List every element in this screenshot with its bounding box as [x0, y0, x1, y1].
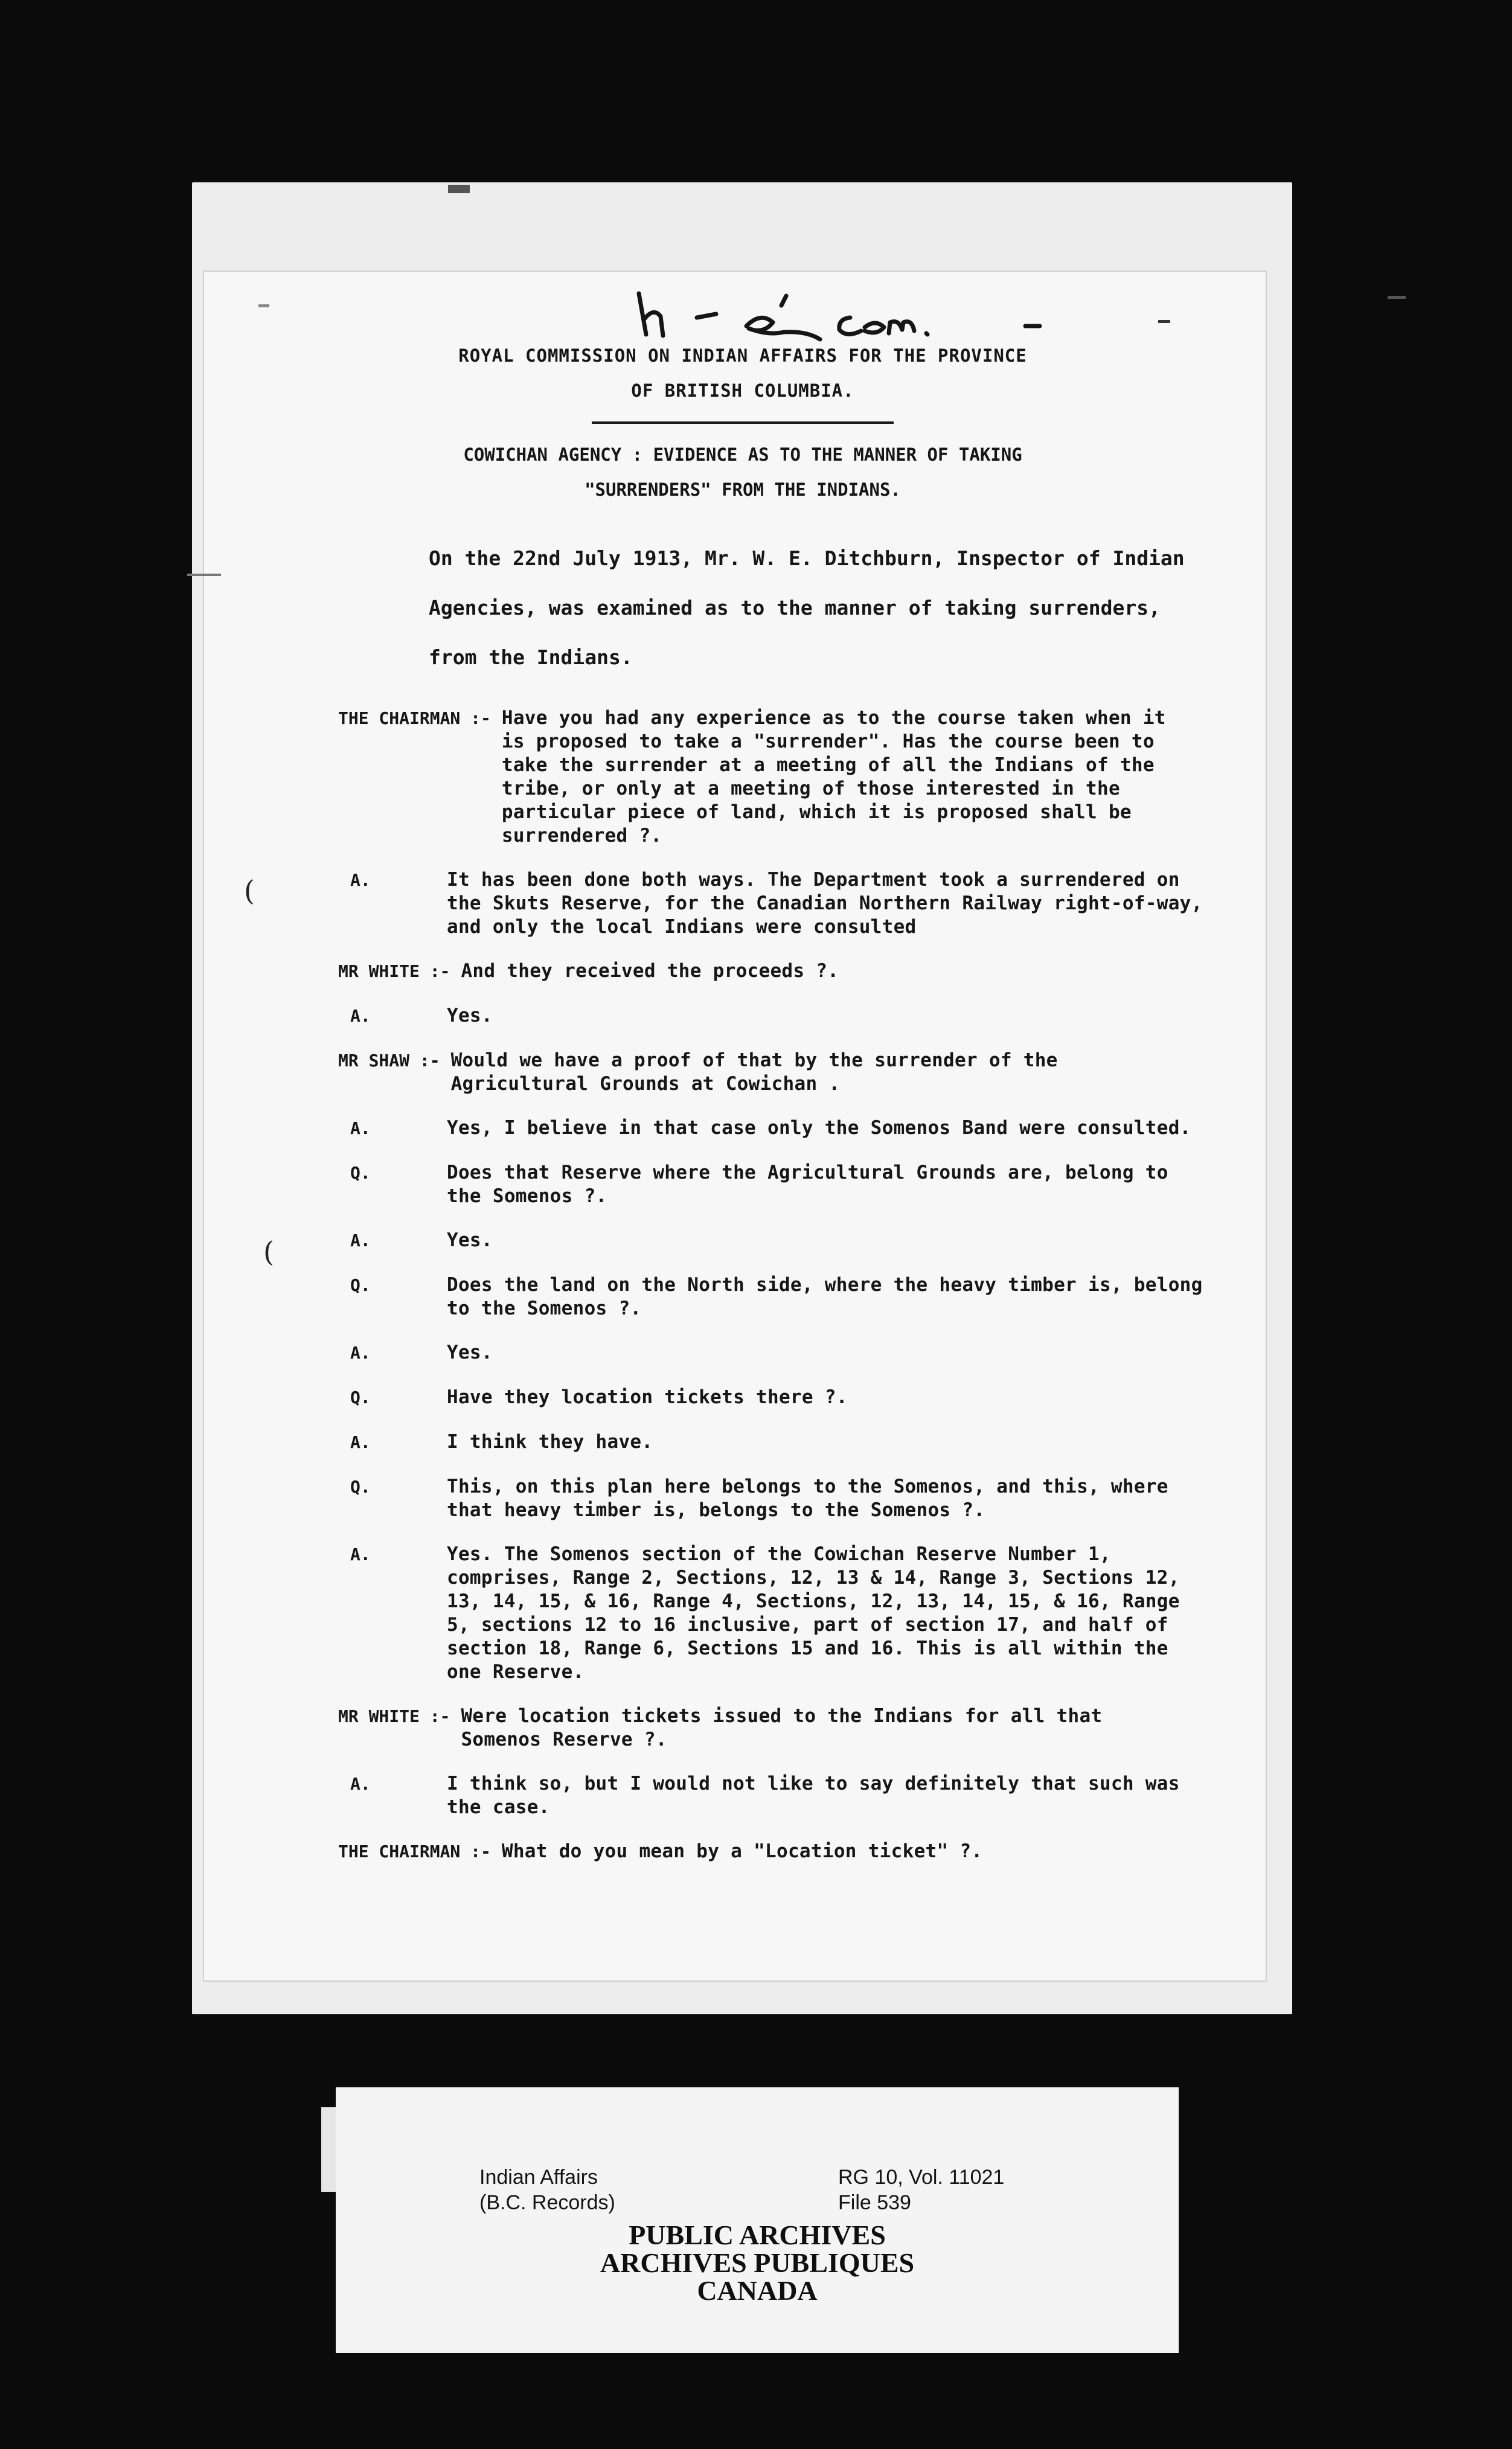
reference-label — [838, 2165, 1004, 2215]
document-page — [338, 338, 1268, 1884]
speaker-label: Q. — [350, 1477, 371, 1497]
speaker-label: A. — [350, 870, 371, 890]
sheet-mark — [1158, 320, 1170, 323]
testimony-entry — [338, 1705, 1268, 1752]
testimony-text: Yes. — [447, 1005, 493, 1026]
testimony-entry — [338, 1341, 1268, 1365]
record-group: RG 10, Vol. 11021 — [838, 2166, 1005, 2189]
speaker-label: MR WHITE :- — [338, 1706, 450, 1726]
testimony-entry — [338, 868, 1268, 939]
document-subtitle: COWICHAN AGENCY : EVIDENCE AS TO THE MANNER OF TAKING "SURRENDERS" FROM THE INDIANS. — [463, 444, 1022, 500]
testimony-text: Have they location tickets there ?. — [447, 1386, 848, 1408]
margin-mark: ( — [263, 1235, 274, 1268]
speaker-label: A. — [350, 1432, 371, 1452]
testimony-list — [338, 706, 1268, 1864]
testimony-text: Would we have a proof of that by the surrender of the Agricultural Grounds at Cowichan . — [450, 1049, 1058, 1095]
testimony-entry — [338, 1772, 1268, 1819]
testimony-text: I think they have. — [447, 1431, 653, 1453]
testimony-text: Yes, I believe in that case only the Somenos Band were consulted. — [447, 1117, 1191, 1139]
testimony-entry — [338, 1475, 1268, 1522]
archives-stamp — [336, 2221, 1179, 2305]
collection-subname: (B.C. Records) — [479, 2191, 615, 2214]
title-block — [374, 338, 1111, 507]
speaker-label: Q. — [350, 1275, 371, 1295]
stamp-line-1: PUBLIC ARCHIVES — [629, 2220, 886, 2250]
testimony-entry — [338, 1386, 1268, 1410]
speaker-label: THE CHAIRMAN :- — [338, 708, 491, 728]
testimony-entry — [338, 1116, 1268, 1141]
speaker-label: MR SHAW :- — [338, 1051, 440, 1071]
sheet-mark — [187, 574, 221, 576]
testimony-entry — [338, 1430, 1268, 1455]
speaker-label: A. — [350, 1774, 371, 1794]
testimony-entry — [338, 1161, 1268, 1208]
testimony-text: Does that Reserve where the Agricultural Grounds are, belong to the Somenos ?. — [447, 1162, 1168, 1207]
stamp-line-3: CANADA — [697, 2275, 818, 2306]
stamp-line-2: ARCHIVES PUBLIQUES — [600, 2247, 915, 2278]
speaker-label: Q. — [350, 1388, 371, 1407]
testimony-entry — [338, 1543, 1268, 1684]
testimony-text: It has been done both ways. The Department took a surrendered on the Skuts Reserve, for the Canadian Northern Railway right-of-way, and only the local Indians were consulted — [447, 869, 1203, 938]
testimony-entry — [338, 1273, 1268, 1321]
collection-label — [479, 2165, 615, 2215]
testimony-text: Yes. The Somenos section of the Cowichan Reserve Number 1, comprises, Range 2, Sections, 12, 13 & 14, Range 3, Sections 12, 13, 14, 15, & 16, Range 4, Sections, 12, 13, 14, 15, & 16, Range 5, sections 12 to 16 inclusive, part of section 17, and half of section 18, Range 6, Sections 15 and 16. This is all within the one Reserve. — [447, 1543, 1180, 1683]
speaker-label: Q. — [350, 1163, 371, 1183]
testimony-text: Were location tickets issued to the Indians for all that Somenos Reserve ?. — [461, 1705, 1103, 1750]
sheet-mark — [1388, 296, 1406, 299]
document-title: ROYAL COMMISSION ON INDIAN AFFAIRS FOR THE PROVINCE OF BRITISH COLUMBIA. — [458, 345, 1027, 401]
speaker-label: THE CHAIRMAN :- — [338, 1842, 491, 1862]
sheet-mark — [448, 185, 470, 193]
testimony-entry — [338, 1840, 1268, 1864]
collection-name: Indian Affairs — [479, 2166, 598, 2189]
testimony-entry — [338, 959, 1268, 984]
testimony-text: I think so, but I would not like to say definitely that such was the case. — [447, 1773, 1180, 1818]
speaker-label: MR WHITE :- — [338, 961, 450, 981]
sheet-mark — [258, 304, 269, 307]
intro-paragraph: On the 22nd July 1913, Mr. W. E. Ditchburn, Inspector of Indian Agencies, was examined as to the manner of taking surrenders, from the Indians. — [429, 546, 1185, 669]
testimony-text: This, on this plan here belongs to the Somenos, and this, where that heavy timber is, belongs to the Somenos ?. — [447, 1476, 1168, 1521]
testimony-text: Yes. — [447, 1342, 493, 1363]
speaker-label: A. — [350, 1118, 371, 1138]
title-rule — [592, 421, 894, 424]
archive-card — [336, 2087, 1179, 2353]
margin-mark: ( — [244, 874, 255, 907]
testimony-entry — [338, 1229, 1268, 1253]
file-number: File 539 — [838, 2191, 911, 2214]
testimony-entry — [338, 1049, 1268, 1096]
testimony-text: What do you mean by a "Location ticket" ?. — [501, 1840, 983, 1862]
speaker-label: A. — [350, 1545, 371, 1564]
testimony-text: Have you had any experience as to the course taken when it is proposed to take a "surrender". Has the course been to take the surrender at a meeting of all the Indians of the tribe, or only at a meeting of those interested in the particular piece of land, which it is proposed shall be surrendered ?. — [501, 707, 1166, 847]
testimony-entry — [338, 1004, 1268, 1028]
testimony-entry — [338, 706, 1268, 848]
testimony-text: Yes. — [447, 1229, 493, 1251]
testimony-text: Does the land on the North side, where the heavy timber is, belong to the Somenos ?. — [447, 1274, 1203, 1319]
testimony-text: And they received the proceeds ?. — [461, 960, 839, 982]
speaker-label: A. — [350, 1006, 371, 1026]
speaker-label: A. — [350, 1343, 371, 1363]
speaker-label: A. — [350, 1231, 371, 1250]
